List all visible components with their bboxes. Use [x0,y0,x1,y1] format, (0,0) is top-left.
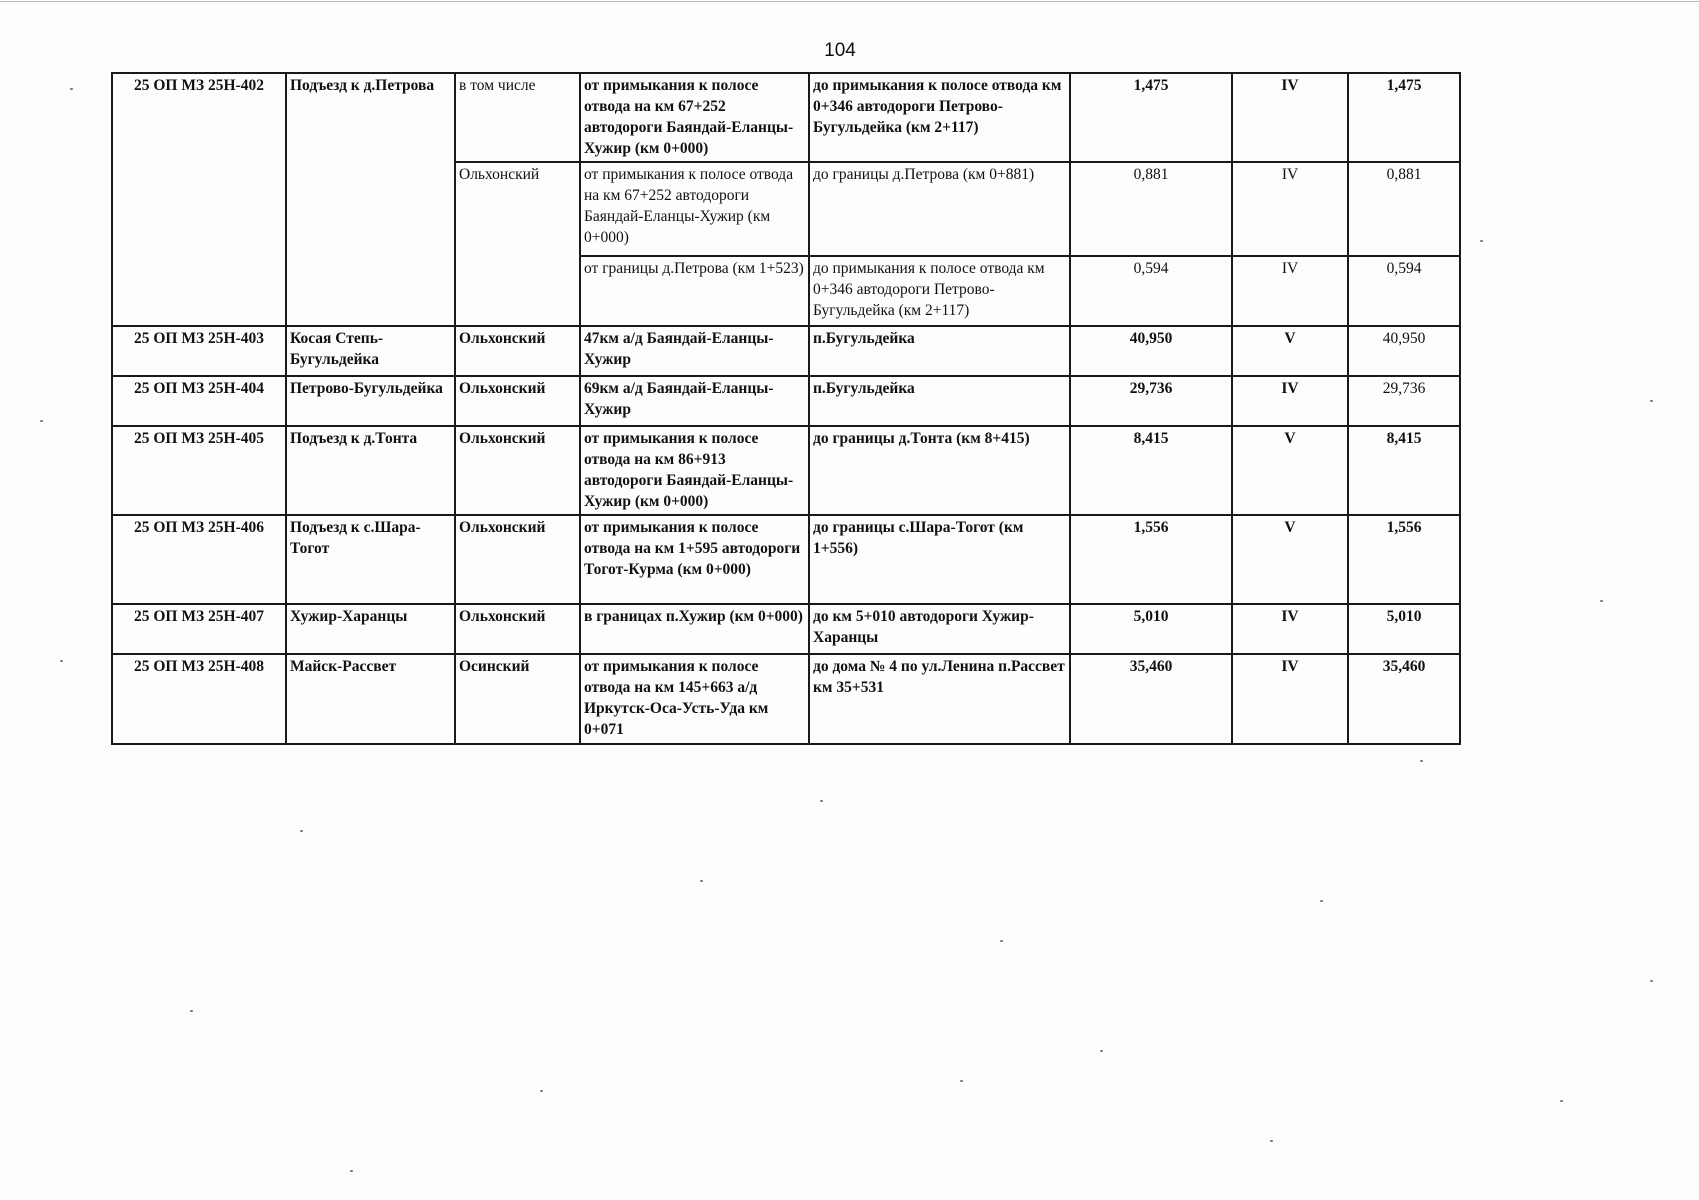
road-name-cell: Хужир-Харанцы [286,604,455,654]
length-cell: 0,881 [1070,162,1232,256]
to-cell: п.Бугульдейка [809,326,1070,376]
scan-speck [70,88,73,90]
road-code-cell: 25 ОП МЗ 25Н-406 [112,515,286,604]
road-name-cell: Петрово-Бугульдейка [286,376,455,426]
table-row [112,73,1460,162]
length-cell: 8,415 [1070,426,1232,515]
scan-speck [190,1010,193,1012]
district-cell: Ольхонский [455,376,580,426]
total-cell: 5,010 [1348,604,1460,654]
scan-speck [300,830,303,832]
scan-speck [1320,900,1323,902]
scan-speck [1000,940,1003,942]
road-code-cell: 25 ОП МЗ 25Н-402 [112,73,286,326]
total-cell: 35,460 [1348,654,1460,744]
road-name-cell: Майск-Рассвет [286,654,455,744]
road-code-cell: 25 ОП МЗ 25Н-407 [112,604,286,654]
category-cell: IV [1232,604,1348,654]
road-code-cell: 25 ОП МЗ 25Н-403 [112,326,286,376]
table-row [112,515,1460,604]
scan-speck [60,660,63,662]
district-cell: Ольхонский [455,604,580,654]
scan-speck [1100,1050,1103,1052]
to-cell: до границы д.Тонта (км 8+415) [809,426,1070,515]
length-cell: 40,950 [1070,326,1232,376]
scan-speck [350,1170,353,1172]
scan-speck [1600,600,1603,602]
total-cell: 40,950 [1348,326,1460,376]
road-code-cell: 25 ОП МЗ 25Н-405 [112,426,286,515]
table-row [112,426,1460,515]
total-cell: 1,475 [1348,73,1460,162]
road-name-cell: Подъезд к д.Тонта [286,426,455,515]
to-cell: до примыкания к полосе отвода км 0+346 автодороги Петрово-Бугульдейка (км 2+117) [809,256,1070,326]
total-cell: 0,594 [1348,256,1460,326]
road-code-cell: 25 ОП МЗ 25Н-404 [112,376,286,426]
scan-speck [1560,1100,1563,1102]
category-cell: IV [1232,654,1348,744]
from-cell: от примыкания к полосе отвода на км 145+663 а/д Иркутск-Оса-Усть-Уда км 0+071 [580,654,809,744]
category-cell: V [1232,426,1348,515]
from-cell: от примыкания к полосе отвода на км 67+252 автодороги Баяндай-Еланцы-Хужир (км 0+000) [580,73,809,162]
length-cell: 35,460 [1070,654,1232,744]
total-cell: 29,736 [1348,376,1460,426]
scan-speck [540,1090,543,1092]
to-cell: п.Бугульдейка [809,376,1070,426]
road-name-cell: Подъезд к д.Петрова [286,73,455,326]
to-cell: до км 5+010 автодороги Хужир-Харанцы [809,604,1070,654]
scan-speck [1420,760,1423,762]
from-cell: 47км а/д Баяндай-Еланцы-Хужир [580,326,809,376]
to-cell: до границы с.Шара-Тогот (км 1+556) [809,515,1070,604]
from-cell: от границы д.Петрова (км 1+523) [580,256,809,326]
district-cell: Ольхонский [455,426,580,515]
to-cell: до границы д.Петрова (км 0+881) [809,162,1070,256]
length-cell: 29,736 [1070,376,1232,426]
district-cell: Ольхонский [455,162,580,326]
to-cell: до дома № 4 по ул.Ленина п.Рассвет км 35+531 [809,654,1070,744]
scan-speck [960,1080,963,1082]
length-cell: 5,010 [1070,604,1232,654]
total-cell: 8,415 [1348,426,1460,515]
table-row [112,326,1460,376]
district-cell: Ольхонский [455,515,580,604]
from-cell: от примыкания к полосе отвода на км 1+595 автодороги Тогот-Курма (км 0+000) [580,515,809,604]
scan-speck [1270,1140,1273,1142]
from-cell: в границах п.Хужир (км 0+000) [580,604,809,654]
scan-speck [700,880,703,882]
category-cell: IV [1232,73,1348,162]
scan-speck [40,420,43,422]
scan-speck [1650,400,1653,402]
category-cell: V [1232,326,1348,376]
scan-speck [1480,240,1483,242]
page-number: 104 [824,40,856,61]
length-cell: 1,475 [1070,73,1232,162]
table-row [112,654,1460,744]
district-cell: в том числе [455,73,580,162]
from-cell: 69км а/д Баяндай-Еланцы-Хужир [580,376,809,426]
category-cell: IV [1232,376,1348,426]
table-row [112,604,1460,654]
from-cell: от примыкания к полосе отвода на км 86+913 автодороги Баяндай-Еланцы-Хужир (км 0+000) [580,426,809,515]
district-cell: Ольхонский [455,326,580,376]
total-cell: 0,881 [1348,162,1460,256]
length-cell: 0,594 [1070,256,1232,326]
from-cell: от примыкания к полосе отвода на км 67+252 автодороги Баяндай-Еланцы-Хужир (км 0+000) [580,162,809,256]
road-name-cell: Подъезд к с.Шара-Тогот [286,515,455,604]
scan-speck [820,800,823,802]
category-cell: V [1232,515,1348,604]
category-cell: IV [1232,256,1348,326]
road-name-cell: Косая Степь-Бугульдейка [286,326,455,376]
total-cell: 1,556 [1348,515,1460,604]
road-code-cell: 25 ОП МЗ 25Н-408 [112,654,286,744]
length-cell: 1,556 [1070,515,1232,604]
table-row [112,376,1460,426]
roads-table [111,72,1461,745]
scan-speck [1650,980,1653,982]
category-cell: IV [1232,162,1348,256]
district-cell: Осинский [455,654,580,744]
to-cell: до примыкания к полосе отвода км 0+346 автодороги Петрово-Бугульдейка (км 2+117) [809,73,1070,162]
